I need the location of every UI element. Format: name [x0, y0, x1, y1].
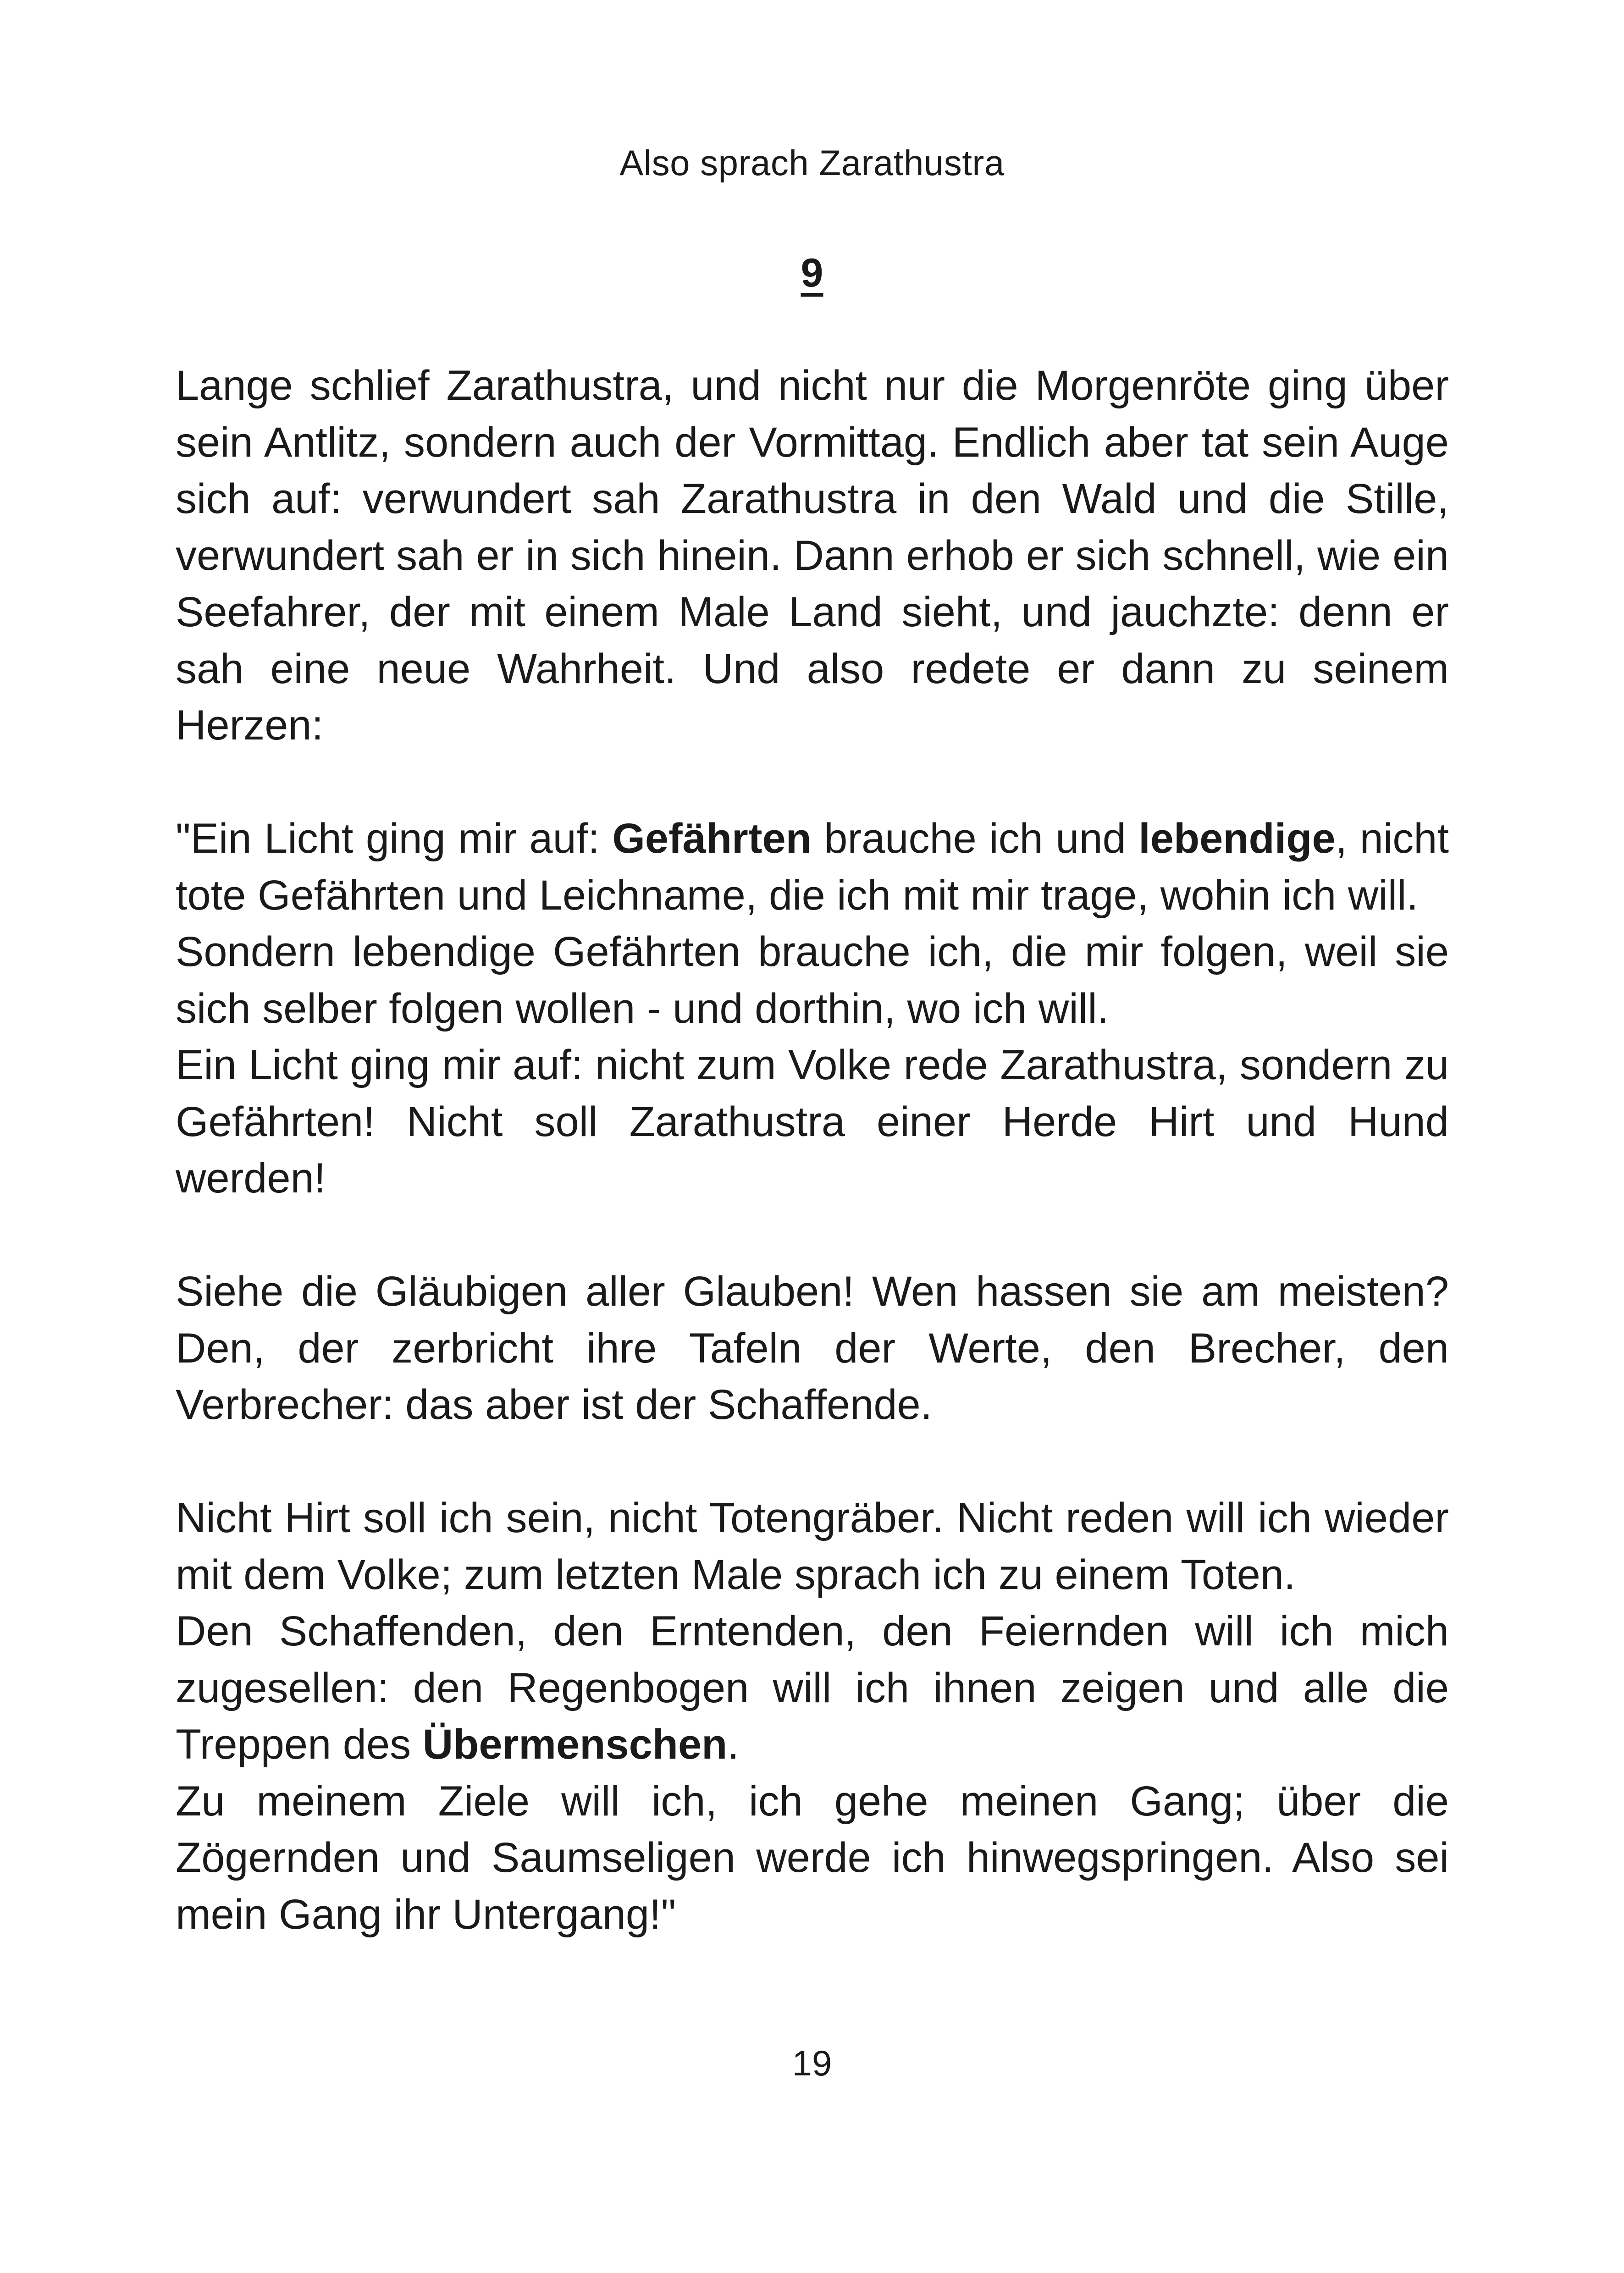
paragraph-5: Siehe die Gläubigen aller Glauben! Wen hassen sie am meisten? Den, der zerbricht ihre Tafeln der Werte, den Brecher, den Verbrecher: das aber ist der Schaffende.: [176, 1268, 1449, 1428]
emphasis-gefaehrten: Gefährten: [612, 815, 812, 862]
paragraph-8: Zu meinem Ziele will ich, ich gehe meinen Gang; über die Zögernden und Saumseligen werde ich hinwegspringen. Also sei mein Gang ihr Untergang!": [176, 1777, 1449, 1938]
paragraph-7-text-1: Den Schaffenden, den Erntenden, den Feiernden will ich mich zugesellen: den Regenbogen will ich ihnen zeigen und alle die Treppen des: [176, 1608, 1449, 1768]
paragraph-2-text-3: , nicht tote Gefährten und Leichname, die ich mit mir trage, wohin ich will.: [176, 815, 1449, 919]
paragraph-gap: [176, 1434, 1449, 1490]
paragraph-3: Sondern lebendige Gefährten brauche ich, die mir folgen, weil sie sich selber folgen wollen - und dorthin, wo ich will.: [176, 928, 1449, 1032]
paragraph-7-text-2: .: [727, 1721, 739, 1768]
chapter-number: [0, 243, 1624, 303]
chapter-number-text: 9: [801, 250, 823, 295]
paragraph-7: [176, 1603, 1449, 1773]
paragraph-gap: [176, 1207, 1449, 1264]
paragraph-6: Nicht Hirt soll ich sein, nicht Totengräber. Nicht reden will ich wieder mit dem Volke; zum letzten Male sprach ich zu einem Toten.: [176, 1495, 1449, 1598]
emphasis-uebermenschen: Übermenschen: [422, 1721, 728, 1768]
emphasis-lebendige: lebendige: [1138, 815, 1336, 862]
paragraph-gap: [176, 754, 1449, 811]
body-text: [176, 358, 1449, 1943]
paragraph-4: Ein Licht ging mir auf: nicht zum Volke rede Zarathustra, sondern zu Gefährten! Nicht soll Zarathustra einer Herde Hirt und Hund werden!: [176, 1042, 1449, 1202]
paragraph-2: [176, 811, 1449, 924]
paragraph-2-text-1: "Ein Licht ging mir auf:: [176, 815, 613, 862]
paragraph-1: Lange schlief Zarathustra, und nicht nur die Morgenröte ging über sein Antlitz, sondern auch der Vormittag. Endlich aber tat sein Auge sich auf: verwundert sah Zarathustra in den Wald und die Stille, verwundert sah er in sich hinein. Dann erhob er sich schnell, wie ein Seefahrer, der mit einem Male Land sieht, und jauchzte: denn er sah eine neue Wahrheit. Und also redete er dann zu seinem Herzen:: [176, 362, 1449, 749]
running-header: Also sprach Zarathustra: [619, 143, 1005, 183]
paragraph-2-text-2: brauche ich und: [811, 815, 1139, 862]
page-number: 19: [792, 2043, 832, 2083]
